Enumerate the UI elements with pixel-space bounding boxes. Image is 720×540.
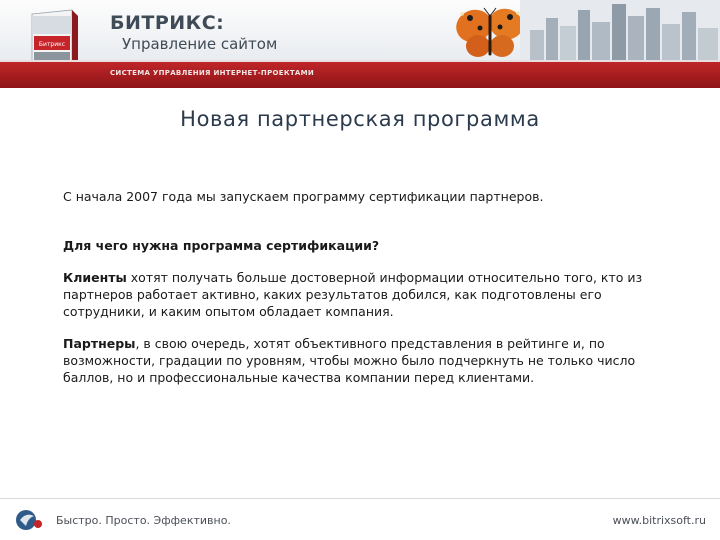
brand-title: БИТРИКС: xyxy=(110,12,225,34)
slide-header xyxy=(0,0,720,88)
footer-divider xyxy=(0,498,720,499)
slide-content xyxy=(63,188,643,386)
butterfly-icon xyxy=(454,6,526,62)
header-divider xyxy=(0,60,720,62)
header-red-bar xyxy=(0,60,720,88)
clients-paragraph xyxy=(63,269,643,320)
footer-slogan: Быстро. Просто. Эффективно. xyxy=(56,514,231,527)
box-label: Битрикс xyxy=(38,41,66,48)
question-heading: Для чего нужна программа сертификации? xyxy=(63,238,380,253)
footer-url[interactable]: www.bitrixsoft.ru xyxy=(612,514,706,527)
partners-lead: Партнеры xyxy=(63,336,136,351)
clients-lead: Клиенты xyxy=(63,270,127,285)
slide-title: Новая партнерская программа xyxy=(180,107,540,131)
intro-paragraph: С начала 2007 года мы запускаем программу сертификации партнеров. xyxy=(63,189,544,204)
brand-subtitle: Управление сайтом xyxy=(122,35,278,53)
partners-paragraph xyxy=(63,335,643,386)
skyline-image xyxy=(520,0,720,60)
partners-text: , в свою очередь, хотят объективного представления в рейтинге и, по возможности, градации по уровням, чтобы можно было подчеркнуть не только число баллов, но и профессиональные качества компании перед клиентами. xyxy=(63,336,636,385)
brand-block xyxy=(110,12,277,53)
bitrix-logo-icon xyxy=(14,508,44,532)
clients-text: хотят получать больше достоверной информации относительно того, кто из партнеров работает активно, каких результатов добился, как подготовлены его сотрудники, и каким опытом обладает компания. xyxy=(63,270,643,319)
header-tagline: СИСТЕМА УПРАВЛЕНИЯ ИНТЕРНЕТ-ПРОЕКТАМИ xyxy=(110,69,315,77)
